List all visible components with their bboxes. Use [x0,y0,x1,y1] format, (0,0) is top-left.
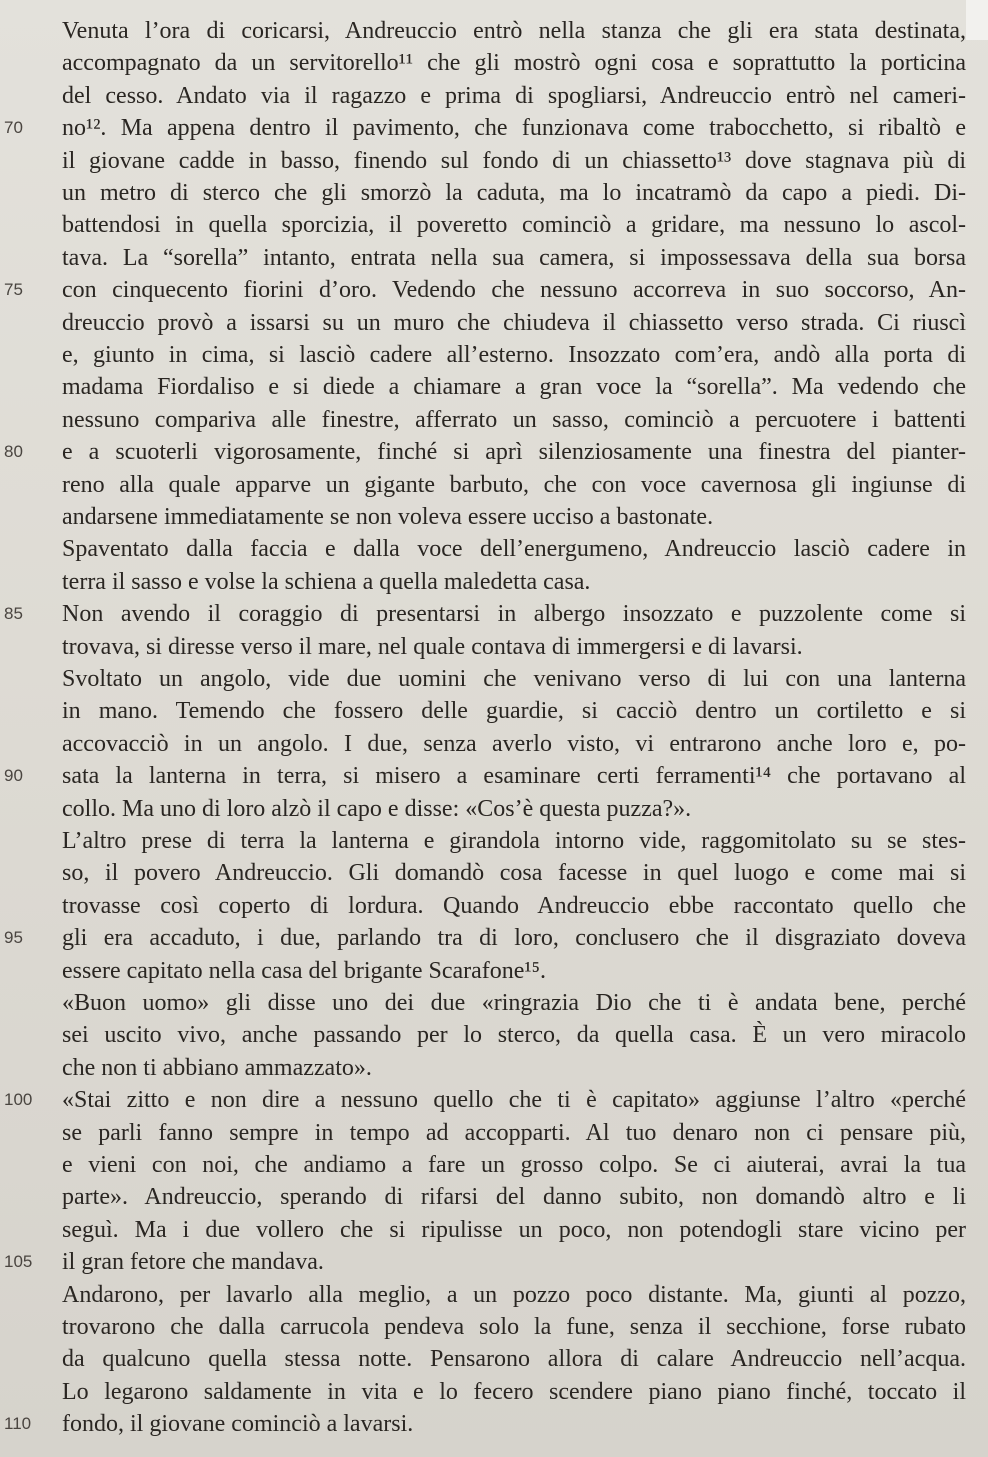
line-text: essere capitato nella casa del brigante Scarafone¹⁵. [62,957,546,984]
line-text: accompagnato da un servitorello¹¹ che gli mostrò ogni cosa e soprattutto la porticina [62,50,966,77]
line-text: «Buon uomo» gli disse uno dei due «ringrazia Dio che ti è andata bene, perché [62,990,966,1016]
line-number: 85 [4,604,23,624]
text-line [0,856,988,890]
text-line [0,1116,988,1150]
line-text: madama Fiordaliso e si diede a chiamare a gran voce la “sorella”. Ma vedendo che [62,374,966,401]
line-text: nessuno compariva alle finestre, afferrato un sasso, cominciò a percuotere i battenti [62,406,966,433]
text-line [0,338,988,372]
line-number: 80 [4,442,23,462]
line-text: del cesso. Andato via il ragazzo e prima di spogliarsi, Andreuccio entrò nel cameri- [62,82,966,109]
text-line [0,1342,988,1376]
line-text: so, il povero Andreuccio. Gli domandò cosa facesse in quel luogo e come mai si [62,860,966,887]
text-line [0,759,988,793]
line-number: 100 [4,1090,33,1110]
text-line [0,921,988,955]
line-number: 75 [4,280,23,300]
text-line [0,1148,988,1182]
text-line [0,1310,988,1344]
line-text: Andarono, per lavarlo alla meglio, a un pozzo poco distante. Ma, giunti al pozzo, [62,1281,966,1308]
text-line [0,792,988,826]
line-number: 110 [4,1414,32,1434]
line-text: da qualcuno quella stessa notte. Pensarono allora di calare Andreuccio nell’acqua. [62,1346,966,1373]
text-line [0,46,988,80]
line-text: trovava, si diresse verso il mare, nel quale contava di immergersi e di lavarsi. [62,633,803,660]
line-text: fondo, il giovane cominciò a lavarsi. [62,1411,414,1438]
line-text: «Stai zitto e non dire a nessuno quello che ti è capitato» aggiunse l’altro «perché [62,1087,966,1114]
line-text: sei uscito vivo, anche passando per lo sterco, da quella casa. È un vero miracolo [62,1022,966,1049]
text-line [0,694,988,728]
line-text: il giovane cadde in basso, finendo sul fondo di un chiassetto¹³ dove stagnava più di [62,147,966,174]
line-text: dreuccio provò a issarsi su un muro che chiudeva il chiassetto verso strada. Ci riuscì [62,309,966,336]
line-text: in mano. Temendo che fossero delle guardie, si cacciò dentro un cortiletto e si [62,698,966,725]
line-number: 95 [4,928,23,948]
line-number: 90 [4,766,23,786]
line-text: sata la lanterna in terra, si misero a esaminare certi ferramenti¹⁴ che portavano al [62,763,966,790]
text-line [0,500,988,534]
line-text: e, giunto in cima, si lasciò cadere all’esterno. Insozzato com’era, andò alla porta di [62,342,966,368]
line-text: il gran fetore che mandava. [62,1249,324,1276]
line-text: se parli fanno sempre in tempo ad accopparti. Al tuo denaro non ci pensare più, [62,1119,966,1146]
text-line [0,1375,988,1409]
line-text: collo. Ma uno di loro alzò il capo e disse: «Cos’è questa puzza?». [62,795,692,822]
line-text: terra il sasso e volse la schiena a quella maledetta casa. [62,568,591,595]
line-text: Non avendo il coraggio di presentarsi in albergo insozzato e puzzolente come si [62,601,966,628]
line-text: andarsene immediatamente se non voleva essere ucciso a bastonate. [62,504,714,530]
text-line [0,824,988,858]
text-line [0,1083,988,1117]
line-text: trovasse così coperto di lordura. Quando Andreuccio ebbe raccontato quello che [62,892,966,919]
text-line [0,1407,988,1441]
line-text: Lo legarono saldamente in vita e lo fecero scendere piano piano finché, toccato il [62,1378,966,1405]
text-line [0,727,988,761]
line-text: no¹². Ma appena dentro il pavimento, che funzionava come trabocchetto, si ribaltò e [62,115,966,142]
text-line [0,986,988,1020]
text-line [0,208,988,242]
text-line [0,1278,988,1312]
line-text: seguì. Ma i due vollero che si ripulisse un poco, non potendogli stare vicino per [62,1216,966,1243]
line-text: L’altro prese di terra la lanterna e girandola intorno vide, raggomitolato su se stes- [62,828,966,854]
line-text: e vieni con noi, che andiamo a fare un grosso colpo. Se ci aiuterai, avrai la tua [62,1152,966,1178]
text-line [0,241,988,275]
line-number: 105 [4,1252,33,1272]
line-text: battendosi in quella sporcizia, il poveretto cominciò a gridare, ma nessuno lo ascol- [62,212,966,239]
line-text: Svoltato un angolo, vide due uomini che venivano verso di lui con una lanterna [62,666,966,692]
text-line [0,662,988,696]
text-line [0,1213,988,1247]
line-number: 70 [4,118,23,138]
line-text: reno alla quale apparve un gigante barbuto, che con voce cavernosa gli ingiunse di [62,471,966,498]
text-line [0,565,988,599]
line-text: un metro di sterco che gli smorzò la caduta, ma lo incatramò da capo a piedi. Di- [62,180,966,206]
line-text: accovacciò in un angolo. I due, senza averlo visto, vi entrarono anche loro e, po- [62,730,966,757]
line-text: e a scuoterli vigorosamente, finché si aprì silenziosamente una finestra del pianter- [62,439,966,466]
text-line [0,176,988,210]
text-line [0,79,988,113]
text-line [0,1018,988,1052]
line-text: che non ti abbiano ammazzato». [62,1054,372,1081]
text-line [0,14,988,48]
text-line [0,630,988,664]
line-text: tava. La “sorella” intanto, entrata nella sua camera, si impossessava della sua borsa [62,244,966,271]
text-line [0,370,988,404]
line-text: Venuta l’ora di coricarsi, Andreuccio entrò nella stanza che gli era stata destinata, [62,18,966,44]
text-line [0,435,988,469]
text-line [0,1180,988,1214]
text-line [0,403,988,437]
line-text: trovarono che dalla carrucola pendeva solo la fune, senza il secchione, forse rubato [62,1314,966,1340]
text-line [0,889,988,923]
text-line [0,273,988,307]
line-text: con cinquecento fiorini d’oro. Vedendo che nessuno accorreva in suo soccorso, An- [62,277,966,304]
text-line [0,597,988,631]
line-text: parte». Andreuccio, sperando di rifarsi del danno subito, non domandò altro e li [62,1184,966,1211]
text-line [0,144,988,178]
text-line [0,1245,988,1279]
line-text: gli era accaduto, i due, parlando tra di loro, conclusero che il disgraziato doveva [62,925,966,952]
text-line [0,468,988,502]
text-line [0,954,988,988]
text-line [0,111,988,145]
text-line [0,532,988,566]
text-line [0,306,988,340]
line-text: Spaventato dalla faccia e dalla voce dell’energumeno, Andreuccio lasciò cadere in [62,536,966,563]
text-line [0,1051,988,1085]
